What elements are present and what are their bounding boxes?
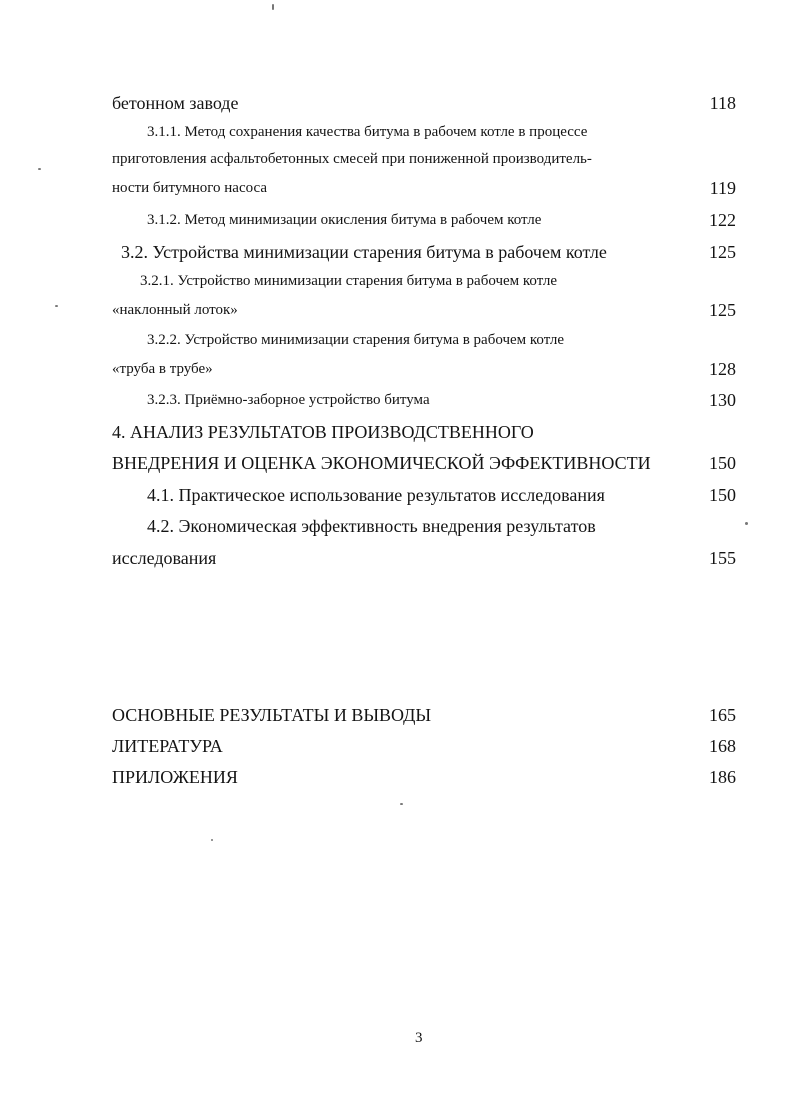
toc-chapter-heading: 4. АНАЛИЗ РЕЗУЛЬТАТОВ ПРОИЗВОДСТВЕННОГО — [112, 422, 534, 442]
scan-speck — [272, 4, 274, 10]
toc-entry-text: 3.1.2. Метод минимизации окисления битума в рабочем котле — [147, 212, 542, 228]
toc-entry-page: 150 — [709, 485, 736, 505]
scan-speck — [745, 522, 748, 525]
toc-entry-text: исследования — [112, 548, 217, 568]
toc-entry-text: 3.2.1. Устройство минимизации старения битума в рабочем котле — [140, 273, 558, 289]
toc-entry-text: «наклонный лоток» — [112, 302, 238, 318]
page-number: 3 — [415, 1030, 423, 1046]
toc-entry-text: 3.2.3. Приёмно-заборное устройство битума — [147, 392, 430, 408]
toc-entry-page: 130 — [709, 390, 736, 410]
toc-entry-text: 3.2.2. Устройство минимизации старения битума в рабочем котле — [147, 332, 565, 348]
toc-chapter-heading: ВНЕДРЕНИЯ И ОЦЕНКА ЭКОНОМИЧЕСКОЙ ЭФФЕКТИВНОСТИ — [112, 453, 651, 473]
toc-final-section: ОСНОВНЫЕ РЕЗУЛЬТАТЫ И ВЫВОДЫ — [112, 705, 432, 725]
scan-speck — [55, 305, 58, 307]
toc-entry-page: 128 — [709, 359, 736, 379]
scan-speck — [211, 839, 213, 841]
scan-speck — [38, 168, 41, 170]
toc-entry-page: 150 — [709, 453, 736, 473]
toc-final-section: ЛИТЕРАТУРА — [112, 736, 223, 756]
toc-entry-text: приготовления асфальтобетонных смесей при пониженной производитель- — [112, 151, 592, 167]
toc-entry-text: ности битумного насоса — [112, 180, 267, 196]
toc-entry-text: «труба в трубе» — [112, 361, 213, 377]
toc-entry-page: 168 — [709, 736, 736, 756]
toc-entry-page: 155 — [709, 548, 736, 568]
toc-entry-text: 3.2. Устройства минимизации старения битума в рабочем котле — [121, 242, 607, 262]
toc-entry-text: бетонном заводе — [112, 93, 239, 113]
toc-final-section: ПРИЛОЖЕНИЯ — [112, 767, 238, 787]
toc-entry-page: 165 — [709, 705, 736, 725]
toc-entry-page: 125 — [709, 300, 736, 320]
scan-speck — [400, 803, 403, 805]
toc-entry-page: 186 — [709, 767, 736, 787]
toc-entry-text: 4.1. Практическое использование результатов исследования — [147, 485, 605, 505]
toc-entry-page: 119 — [709, 178, 736, 198]
toc-entry-page: 118 — [709, 93, 736, 113]
toc-entry-text: 4.2. Экономическая эффективность внедрения результатов — [147, 516, 596, 536]
toc-entry-page: 122 — [709, 210, 736, 230]
toc-entry-text: 3.1.1. Метод сохранения качества битума в рабочем котле в процессе — [147, 124, 588, 140]
toc-entry-page: 125 — [709, 242, 736, 262]
